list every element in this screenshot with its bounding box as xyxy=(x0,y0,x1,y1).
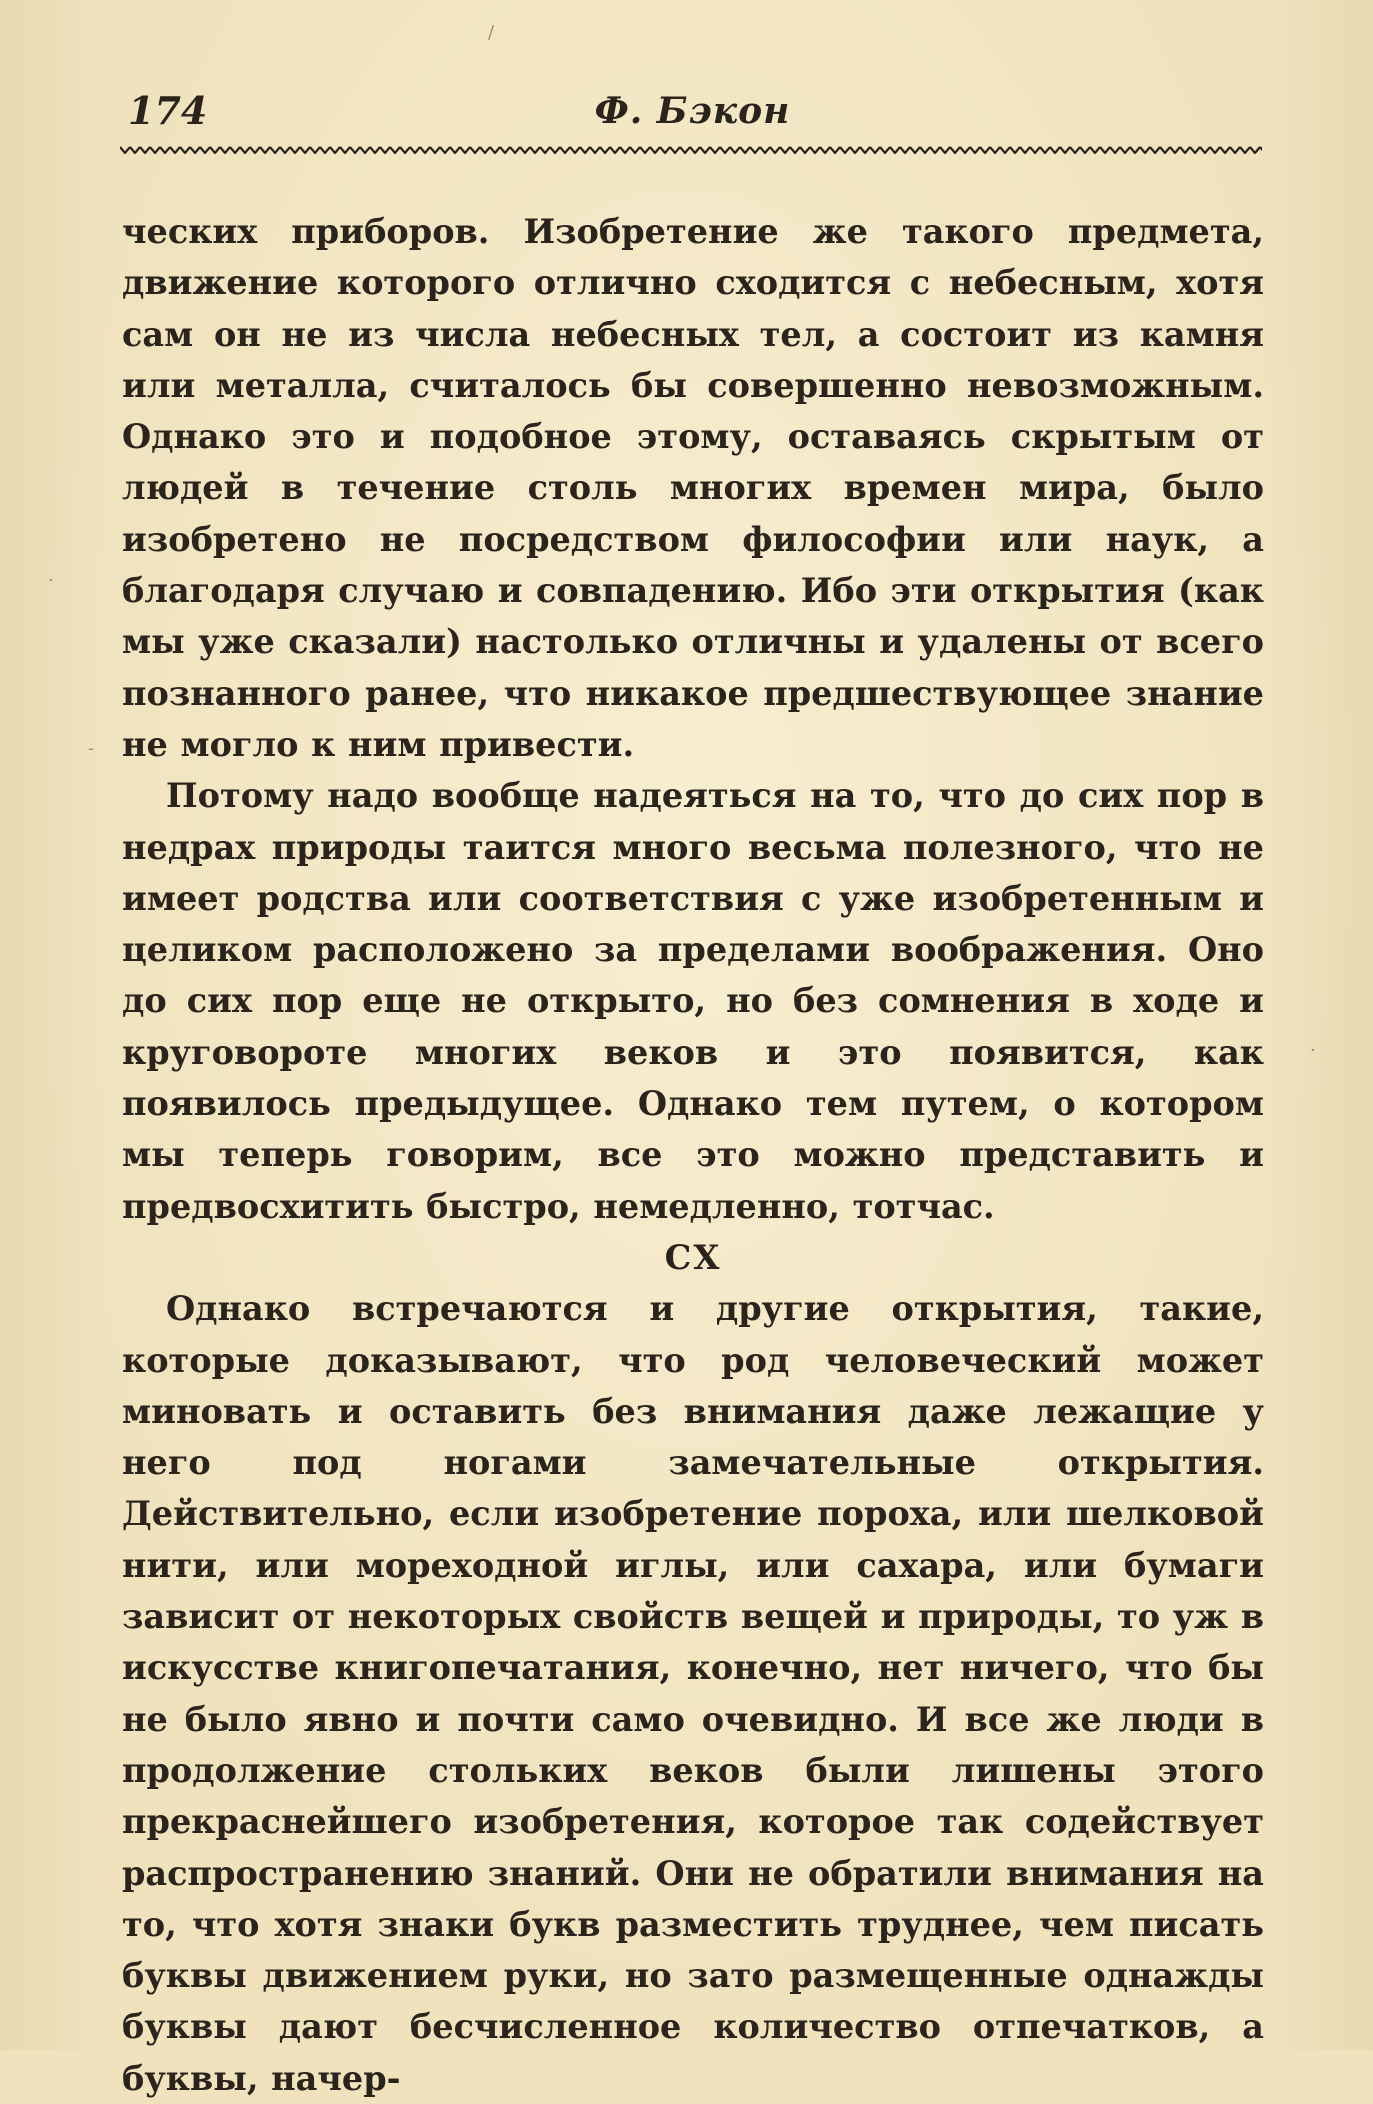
paragraph: ческих приборов. Изобретение же такого предмета, движение которого отлично сходится с небесным, хотя сам он не из числа небесных тел, а состоит из камня или металла, считалось бы совершенно невозможным. Однако это и подобное этому, оставаясь скрытым от людей в течение столь многих времен мира, было изобретено не посредством философии или наук, а благодаря случаю и совпадению. Ибо эти открытия (как мы уже сказали) настолько отличны и удалены от всего познанного ранее, что никакое предшествующее знание не могло к ним привести. xyxy=(122,212,1264,764)
page-header xyxy=(120,88,1265,144)
paper-speck: · xyxy=(48,570,54,591)
paper-speck: - xyxy=(88,738,95,759)
decorative-header-rule xyxy=(120,146,1262,154)
page-number: 174 xyxy=(128,88,208,133)
section-heading: CX xyxy=(664,1237,722,1277)
paragraph: Потому надо вообще надеяться на то, что до сих пор в недрах природы таится много весьма полезного, что не имеет родства или соответствия с уже изобретенным и целиком расположено за пределами воображения. Оно до сих пор еще не открыто, но без сомнения в ходе и круговороте многих веков и это появится, как появилось предыдущее. Однако тем путем, о котором мы теперь говорим, все это можно представить и предвосхитить быстро, немедленно, тотчас. xyxy=(122,776,1264,1226)
paragraph: Однако встречаются и другие открытия, такие, которые доказывают, что род человеческий может миновать и оставить без внимания даже лежащие у него под ногами замечательные открытия. Действительно, если изобретение пороха, или шелковой нити, или мореходной иглы, или сахара, или бумаги зависит от некоторых свойств вещей и природы, то уж в искусстве книгопечатания, конечно, нет ничего, что бы не было явно и почти само очевидно. И все же люди в продолжение стольких веков были лишены этого прекраснейшего изобретения, которое так содействует распространению знаний. Они не обратили внимания на то, что хотя знаки букв разместить труднее, чем писать буквы движением руки, но зато размещенные однажды буквы дают бесчисленное количество отпечатков, а буквы, начер- xyxy=(122,1289,1264,2098)
running-head: Ф. Бэкон xyxy=(594,90,791,132)
paper-speck: / xyxy=(488,22,495,43)
paper-speck: · xyxy=(1310,1040,1316,1061)
page-body xyxy=(122,206,1264,2104)
